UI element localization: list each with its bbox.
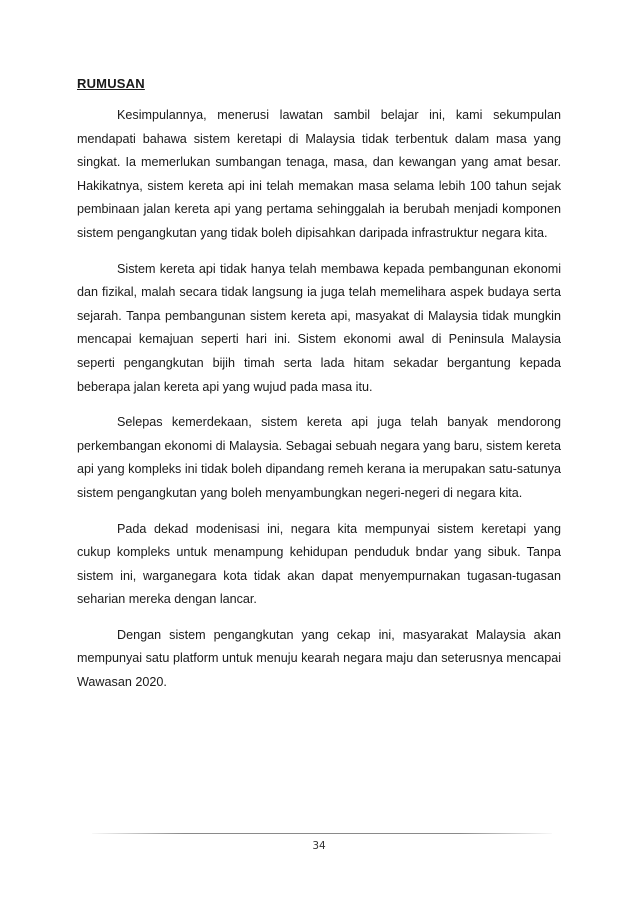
section-heading: RUMUSAN — [77, 76, 145, 91]
paragraph: Dengan sistem pengangkutan yang cekap ini, masyarakat Malaysia akan mempunyai satu platform untuk menuju kearah negara maju dan seterusnya mencapai Wawasan 2020. — [77, 627, 561, 690]
paragraph: Pada dekad modenisasi ini, negara kita mempunyai sistem keretapi yang cukup kompleks untuk menampung kehidupan penduduk bndar yang sibuk. Tanpa sistem ini, warganegara kota tidak akan dapat menyempurnakan tugasan-tugasan seharian mereka dengan lancar. — [77, 521, 561, 607]
body-text — [77, 104, 561, 707]
page-number: 34 — [312, 840, 326, 852]
paragraph: Sistem kereta api tidak hanya telah membawa kepada pembangunan ekonomi dan fizikal, malah secara tidak langsung ia juga telah memelihara aspek budaya serta sejarah. Tanpa pembangunan sistem kereta api, masyakat di Malaysia tidak mungkin mencapai kemajuan seperti hari ini. Sistem ekonomi awal di Peninsula Malaysia seperti pengangkutan bijih timah serta lada hitam sekadar bergantung kepada beberapa jalan kereta api yang wujud pada masa itu. — [77, 261, 561, 394]
paragraph: Selepas kemerdekaan, sistem kereta api juga telah banyak mendorong perkembangan ekonomi di Malaysia. Sebagai sebuah negara yang baru, sistem kereta api yang kompleks ini tidak boleh dipandang remeh kerana ia merupakan satu-satunya sistem pengangkutan yang boleh menyambungkan negeri-negeri di negara kita. — [77, 415, 561, 500]
footer-divider — [92, 833, 552, 834]
paragraph: Kesimpulannya, menerusi lawatan sambil belajar ini, kami sekumpulan mendapati bahawa sistem keretapi di Malaysia tidak terbentuk dalam masa yang singkat. Ia memerlukan sumbangan tenaga, masa, dan kewangan yang amat besar. Hakikatnya, sistem kereta api ini telah memakan masa selama lebih 100 tahun sejak pembinaan jalan kereta api yang pertama sehinggalah ia berubah menjadi komponen sistem pengangkutan yang tidak boleh dipisahkan daripada infrastruktur negara kita. — [77, 108, 561, 240]
